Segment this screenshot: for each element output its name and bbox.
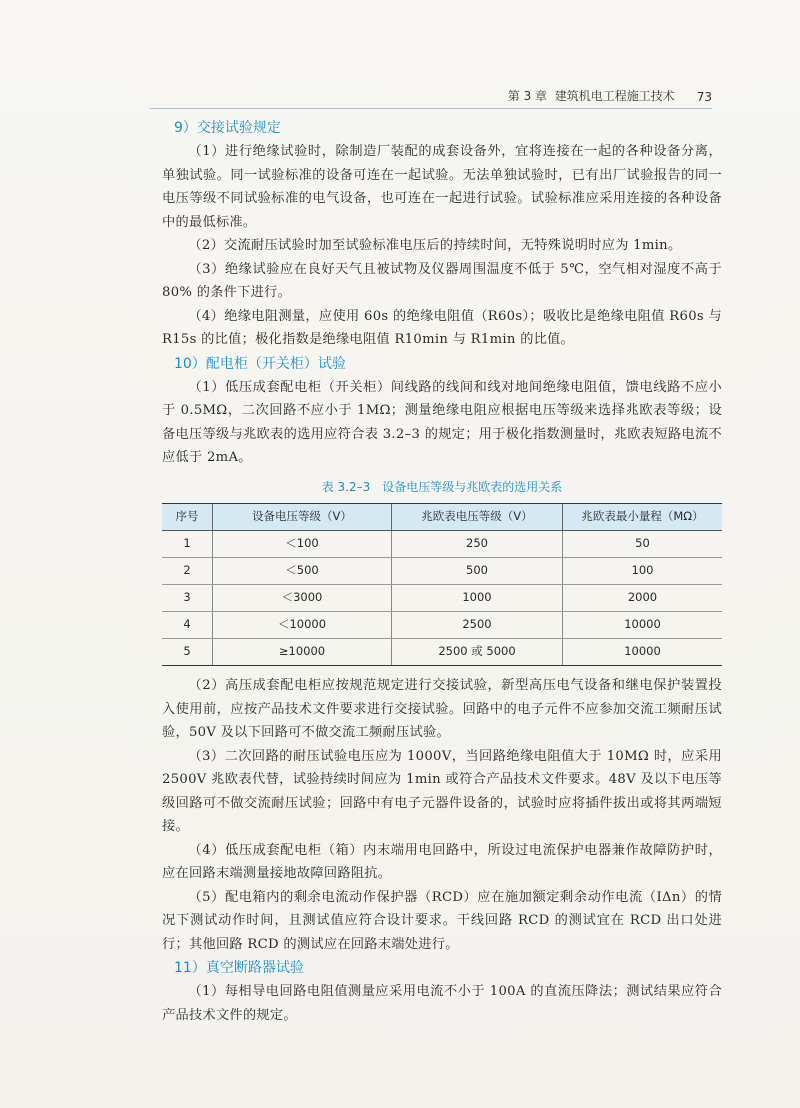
table-cell: ＜100 [213,531,392,558]
table-cell: ＜500 [213,558,392,585]
page-number: 73 [696,90,712,104]
table-cell: 100 [563,558,723,585]
paragraph: （1）低压成套配电柜（开关柜）间线路的线间和线对地间绝缘电阻值，馈电线路不应小于 0.5MΩ，二次回路不应小于 1MΩ；测量绝缘电阻应根据电压等级来选择兆欧表等级；设备电压等级与兆欧表的选用应符合表 3.2–3 的规定；用于极化指数测量时，兆欧表短路电流不应低于 2mA。 [162,379,722,465]
section-heading-10: 10）配电柜（开关柜）试验 [174,355,346,372]
table-cell: 4 [162,612,213,639]
section-heading-11: 11）真空断路器试验 [174,960,304,976]
table-header-cell: 兆欧表最小量程（MΩ） [563,504,723,531]
paragraph: （4）绝缘电阻测量，应使用 60s 的绝缘电阻值（R60s）；吸收比是绝缘电阻值 R60s 与 R15s 的比值；极化指数是绝缘电阻值 R10min 与 R1min 的比值。 [162,308,722,347]
table-cell: 1 [162,531,213,558]
table-cell: ≥10000 [213,639,392,666]
paragraph: （4）低压成套配电柜（箱）内末端用电回路中，所设过电流保护电器兼作故障防护时，应在回路末端测量接地故障回路阻抗。 [162,842,722,881]
table-row [162,585,722,612]
table-header-cell: 序号 [162,504,213,531]
table-cell: 2 [162,558,213,585]
table-row [162,612,722,639]
table-row [162,639,722,666]
paragraph: （2）高压成套配电柜应按规范规定进行交接试验，新型高压电气设备和继电保护装置投入使用前，应按产品技术文件要求进行交接试验。回路中的电子元件不应参加交流工频耐压试验，50V 及以下回路可不做交流工频耐压试验。 [162,678,722,740]
table-header-cell: 兆欧表电压等级（V） [392,504,563,531]
table-cell: ＜3000 [213,585,392,612]
header-chapter-title: 第 3 章 建筑机电工程施工技术 [507,89,675,103]
table-cell: 2500 或 5000 [392,639,563,666]
paragraph: （1）进行绝缘试验时，除制造厂装配的成套设备外，宜将连接在一起的各种设备分离，单独试验。同一试验标准的设备可连在一起试验。无法单独试验时，已有出厂试验报告的同一电压等级不同试验标准的电气设备，也可连在一起进行试验。试验标准应采用连接的各种设备中的最低标准。 [162,144,722,230]
running-header [150,82,712,109]
table-caption: 表 3.2–3 设备电压等级与兆欧表的选用关系 [321,479,563,494]
table-cell: 10000 [563,639,723,666]
table-header-row [162,504,722,531]
paragraph: （3）绝缘试验应在良好天气且被试物及仪器周围温度不低于 5℃，空气相对湿度不高于 80% 的条件下进行。 [162,261,722,300]
table-cell: 3 [162,585,213,612]
table-row [162,558,722,585]
table-cell: 2500 [392,612,563,639]
paragraph: （3）二次回路的耐压试验电压应为 1000V，当回路绝缘电阻值大于 10MΩ 时，应采用 2500V 兆欧表代替，试验持续时间应为 1min 或符合产品技术文件要求。48V 及以下电压等级回路可不做交流耐压试验；回路中有电子元器件设备的，试验时应将插件拔出或将其两端短接。 [162,748,722,834]
table-cell: 50 [563,531,723,558]
paragraph: （1）每相导电回路电阻值测量应采用电流不小于 100A 的直流压降法；测试结果应符合产品技术文件的规定。 [162,984,722,1023]
table-cell: 5 [162,639,213,666]
section-heading-9: 9）交接试验规定 [174,120,281,136]
paragraph: （5）配电箱内的剩余电流动作保护器（RCD）应在施加额定剩余动作电流（IΔn）的情况下测试动作时间，且测试值应符合设计要求。干线回路 RCD 的测试宜在 RCD 出口处进行；其他回路 RCD 的测试应在回路末端处进行。 [162,889,722,952]
table-cell: ＜10000 [213,612,392,639]
table-cell: 1000 [392,585,563,612]
table-header-cell: 设备电压等级（V） [213,504,392,531]
table-cell: 10000 [563,612,723,639]
body-text [162,116,722,1027]
table-row [162,531,722,558]
table-cell: 2000 [563,585,723,612]
paragraph: （2）交流耐压试验时加至试验标准电压后的持续时间，无特殊说明时应为 1min。 [188,238,682,253]
table-cell: 500 [392,558,563,585]
table-cell: 250 [392,531,563,558]
voltage-meter-table [162,503,722,666]
